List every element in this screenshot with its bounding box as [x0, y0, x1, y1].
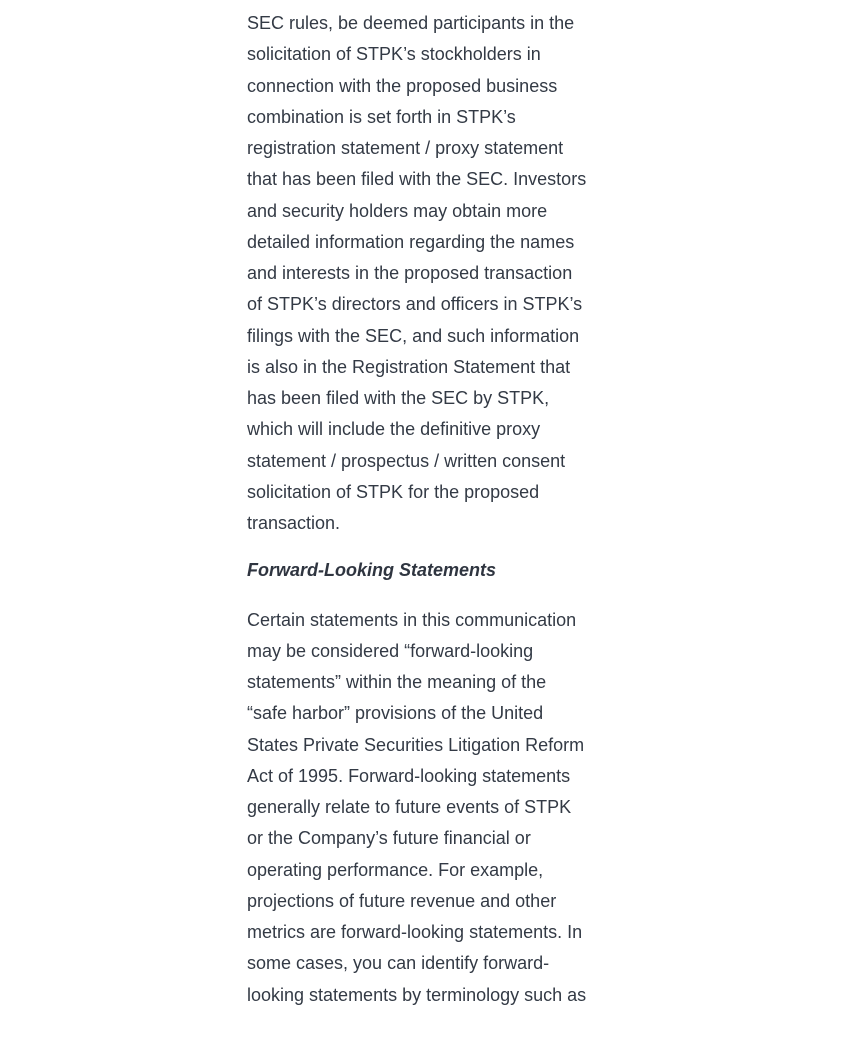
text-line: has been filed with the SEC by STPK, — [247, 388, 550, 408]
text-line: and interests in the proposed transaction — [247, 263, 573, 283]
text-line: is also in the Registration Statement that — [247, 356, 571, 377]
text-line: solicitation of STPK for the proposed — [247, 481, 540, 502]
text-line: filings with the SEC, and such information — [247, 325, 580, 346]
text-line: Certain statements in this communication — [247, 609, 577, 630]
text-line: generally relate to future events of STPK — [247, 797, 572, 817]
text-line: detailed information regarding the names — [247, 231, 575, 252]
text-line: SEC rules, be deemed participants in the — [247, 13, 575, 33]
paragraph-participants-disclosure — [247, 8, 607, 539]
text-line: connection with the proposed business — [247, 75, 558, 96]
text-line: which will include the definitive proxy — [247, 419, 541, 440]
text-line: metrics are forward-looking statements. In — [247, 922, 583, 942]
paragraph-forward-looking-statements — [247, 605, 607, 1011]
text-line: solicitation of STPK’s stockholders in — [247, 44, 541, 65]
text-line: that has been filed with the SEC. Investors — [247, 169, 587, 190]
text-line: operating performance. For example, — [247, 859, 544, 880]
text-line: registration statement / proxy statement — [247, 138, 564, 158]
text-line: looking statements by terminology such as — [247, 984, 587, 1005]
text-line: Act of 1995. Forward-looking statements — [247, 765, 571, 786]
text-line: combination is set forth in STPK’s — [247, 106, 516, 127]
text-line: States Private Securities Litigation Reform — [247, 734, 585, 755]
article-body — [247, 8, 607, 1011]
text-line: some cases, you can identify forward- — [247, 953, 550, 974]
text-line: may be considered “forward-looking — [247, 640, 534, 661]
text-line: of STPK’s directors and officers in STPK’s — [247, 294, 583, 315]
text-line: “safe harbor” provisions of the United — [247, 703, 544, 724]
text-line: or the Company’s future financial or — [247, 828, 531, 849]
text-line: statements” within the meaning of the — [247, 672, 547, 692]
text-line: and security holders may obtain more — [247, 200, 548, 221]
text-line: transaction. — [247, 513, 341, 533]
text-line: statement / prospectus / written consent — [247, 450, 566, 471]
text-line: projections of future revenue and other — [247, 890, 557, 911]
forward-looking-statements-heading: Forward-Looking Statements — [247, 560, 497, 581]
